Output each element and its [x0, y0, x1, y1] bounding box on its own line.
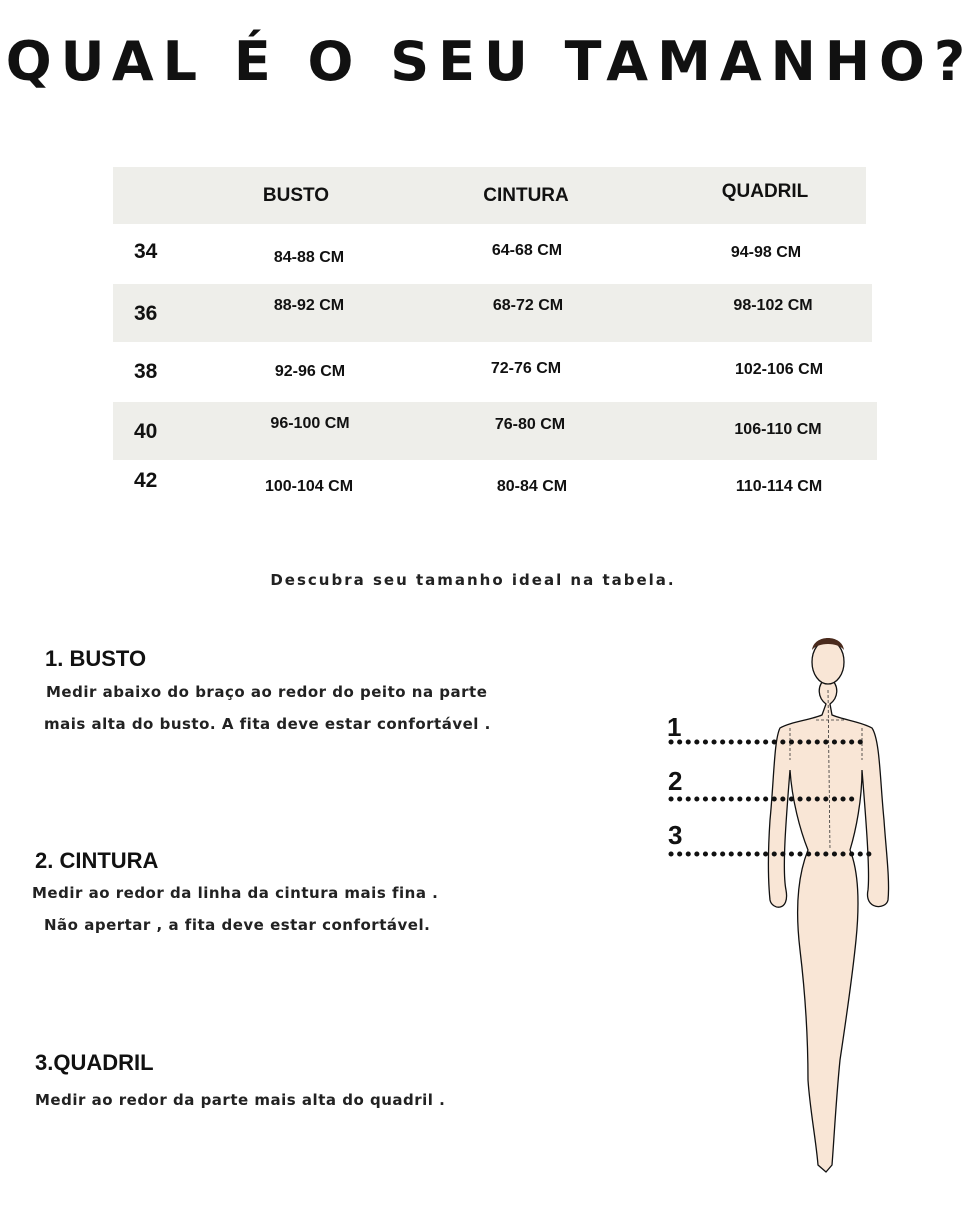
section-title-cintura: 2. CINTURA — [35, 848, 159, 873]
busto-cell: 100-104 CM — [264, 478, 354, 495]
instruction-line: mais alta do busto. A fita deve estar confortável . — [44, 715, 491, 733]
section-title-busto: 1. BUSTO — [45, 646, 147, 671]
size-label: 38 — [134, 360, 158, 383]
header-quadril: QUADRIL — [721, 181, 809, 202]
body-measurement-figure — [640, 620, 900, 1180]
marker-2: 2 — [668, 766, 683, 796]
cintura-cell: 64-68 CM — [491, 242, 563, 259]
header-busto: BUSTO — [262, 185, 330, 206]
size-label: 34 — [134, 240, 158, 263]
cintura-cell: 76-80 CM — [494, 416, 566, 433]
busto-cell: 84-88 CM — [273, 249, 345, 266]
section-text-quadril — [35, 1084, 445, 1116]
instruction-line: Medir ao redor da linha da cintura mais fina . — [32, 884, 439, 902]
measurement-markers — [667, 712, 682, 850]
cintura-cell: 80-84 CM — [496, 478, 568, 495]
instruction-line: Medir ao redor da parte mais alta do quadril . — [35, 1091, 446, 1109]
marker-1: 1 — [667, 712, 682, 742]
quadril-cell: 110-114 CM — [735, 478, 823, 495]
cintura-cell: 72-76 CM — [490, 360, 562, 377]
tagline: Descubra seu tamanho ideal na tabela. — [270, 571, 676, 589]
cintura-cell: 68-72 CM — [492, 297, 564, 314]
size-label: 42 — [134, 469, 158, 492]
busto-cell: 88-92 CM — [273, 297, 345, 314]
header-cintura: CINTURA — [483, 185, 569, 206]
instruction-line: Não apertar , a fita deve estar confortável. — [44, 916, 431, 934]
quadril-cell: 98-102 CM — [733, 297, 813, 314]
page-title: QUAL É O SEU TAMANHO? — [5, 30, 975, 93]
instruction-line: Medir abaixo do braço ao redor do peito na parte — [46, 683, 488, 701]
quadril-cell: 106-110 CM — [734, 421, 822, 438]
section-text-busto — [44, 676, 491, 740]
size-label: 36 — [134, 302, 158, 325]
marker-3: 3 — [668, 820, 683, 850]
quadril-cell: 102-106 CM — [734, 361, 824, 378]
size-label: 40 — [134, 420, 158, 443]
quadril-cell: 94-98 CM — [730, 244, 802, 261]
section-text-cintura — [32, 877, 438, 941]
section-title-quadril: 3.QUADRIL — [35, 1050, 154, 1075]
busto-cell: 96-100 CM — [270, 415, 350, 432]
busto-cell: 92-96 CM — [274, 363, 346, 380]
